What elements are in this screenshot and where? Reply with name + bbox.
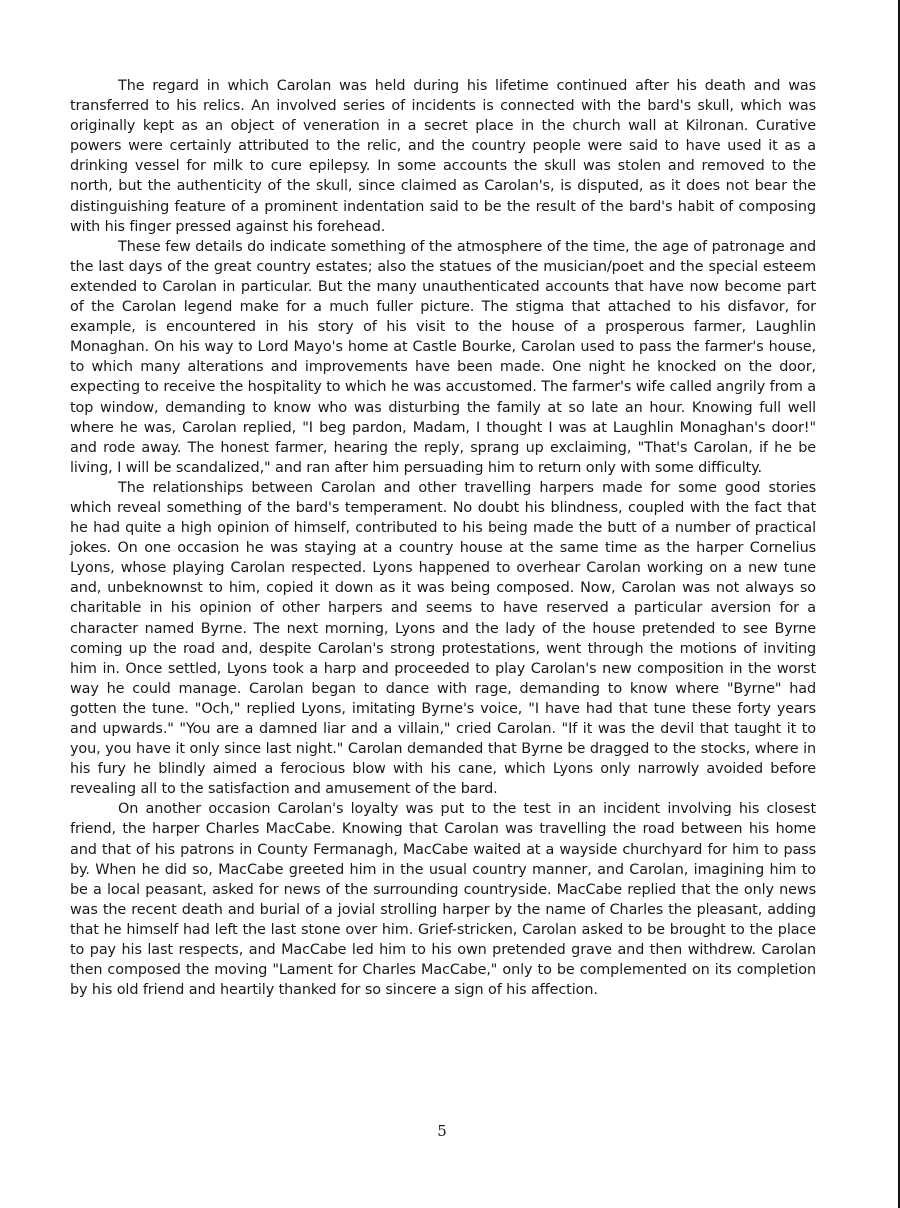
body-text (70, 76, 816, 1000)
page-number: 5 (437, 1122, 447, 1140)
paragraph-harpers: The relationships between Carolan and other travelling harpers made for some good stories which reveal something of the bard's temperament. No doubt his blindness, coupled with the fact that he had quite a high opinion of himself, contributed to his being made the butt of a number of practical jokes. On one occasion he was staying at a country house at the same time as the harper Cornelius Lyons, whose playing Carolan respected. Lyons happened to overhear Carolan working on a new tune and, unbeknownst to him, copied it down as it was being composed. Now, Carolan was not always so charitable in his opinion of other harpers and seems to have reserved a particular aversion for a character named Byrne. The next morning, Lyons and the lady of the house pretended to see Byrne coming up the road and, despite Carolan's strong protestations, went through the motions of inviting him in. Once settled, Lyons took a harp and proceeded to play Carolan's new composition in the worst way he could manage. Carolan began to dance with rage, demanding to know where "Byrne" had gotten the tune. "Och," replied Lyons, imitating Byrne's voice, "I have had that tune these forty years and upwards." "You are a damned liar and a villain," cried Carolan. "If it was the devil that taught it to you, you have it only since last night." Carolan demanded that Byrne be dragged to the stocks, where in his fury he blindly aimed a ferocious blow with his cane, which Lyons only narrowly avoided before revealing all to the satisfaction and amusement of the bard. (70, 479, 816, 798)
paragraph-relics: The regard in which Carolan was held during his lifetime continued after his death and was transferred to his relics. An involved series of incidents is connected with the bard's skull, which was originally kept as an object of veneration in a secret place in the church wall at Kilronan. Curative powers were certainly attributed to the relic, and the country people were said to have used it as a drinking vessel for milk to cure epilepsy. In some accounts the skull was stolen and removed to the north, but the authenticity of the skull, since claimed as Carolan's, is disputed, as it does not bear the distinguishing feature of a prominent indentation said to be the result of the bard's habit of composing with his finger pressed against his forehead. (70, 78, 816, 235)
paragraph-patronage: These few details do indicate something of the atmosphere of the time, the age of patronage and the last days of the great country estates; also the statues of the musician/poet and the special esteem extended to Carolan in particular. But the many unauthenticated accounts that have now become part of the Carolan legend make for a much fuller picture. The stigma that attached to his disfavor, for example, is encountered in his story of his visit to the house of a prosperous farmer, Laughlin Monaghan. On his way to Lord Mayo's home at Castle Bourke, Carolan used to pass the farmer's house, to which many alterations and improvements have been made. One night he knocked on the door, expecting to receive the hospitality to which he was accustomed. The farmer's wife called angrily from a top window, demanding to know who was disturbing the family at so late an hour. Knowing full well where he was, Carolan replied, "I beg pardon, Madam, I thought I was at Laughlin Monaghan's door!" and rode away. The honest farmer, hearing the reply, sprang up exclaiming, "That's Carolan, if he be living, I will be scandalized," and ran after him persuading him to return only with some difficulty. (70, 238, 816, 476)
paragraph-maccabe: On another occasion Carolan's loyalty was put to the test in an incident involving his closest friend, the harper Charles MacCabe. Knowing that Carolan was travelling the road between his home and that of his patrons in County Fermanagh, MacCabe waited at a wayside churchyard for him to pass by. When he did so, MacCabe greeted him in the usual country manner, and Carolan, imagining him to be a local peasant, asked for news of the surrounding countryside. MacCabe replied that the only news was the recent death and burial of a jovial strolling harper by the name of Charles the pleasant, adding that he himself had left the last stone over him. Grief-stricken, Carolan asked to be brought to the place to pay his last respects, and MacCabe led him to his own pretended grave and then withdrew. Carolan then composed the moving "Lament for Charles MacCabe," only to be complemented on its completion by his old friend and heartily thanked for so sincere a sign of his affection. (70, 801, 816, 999)
